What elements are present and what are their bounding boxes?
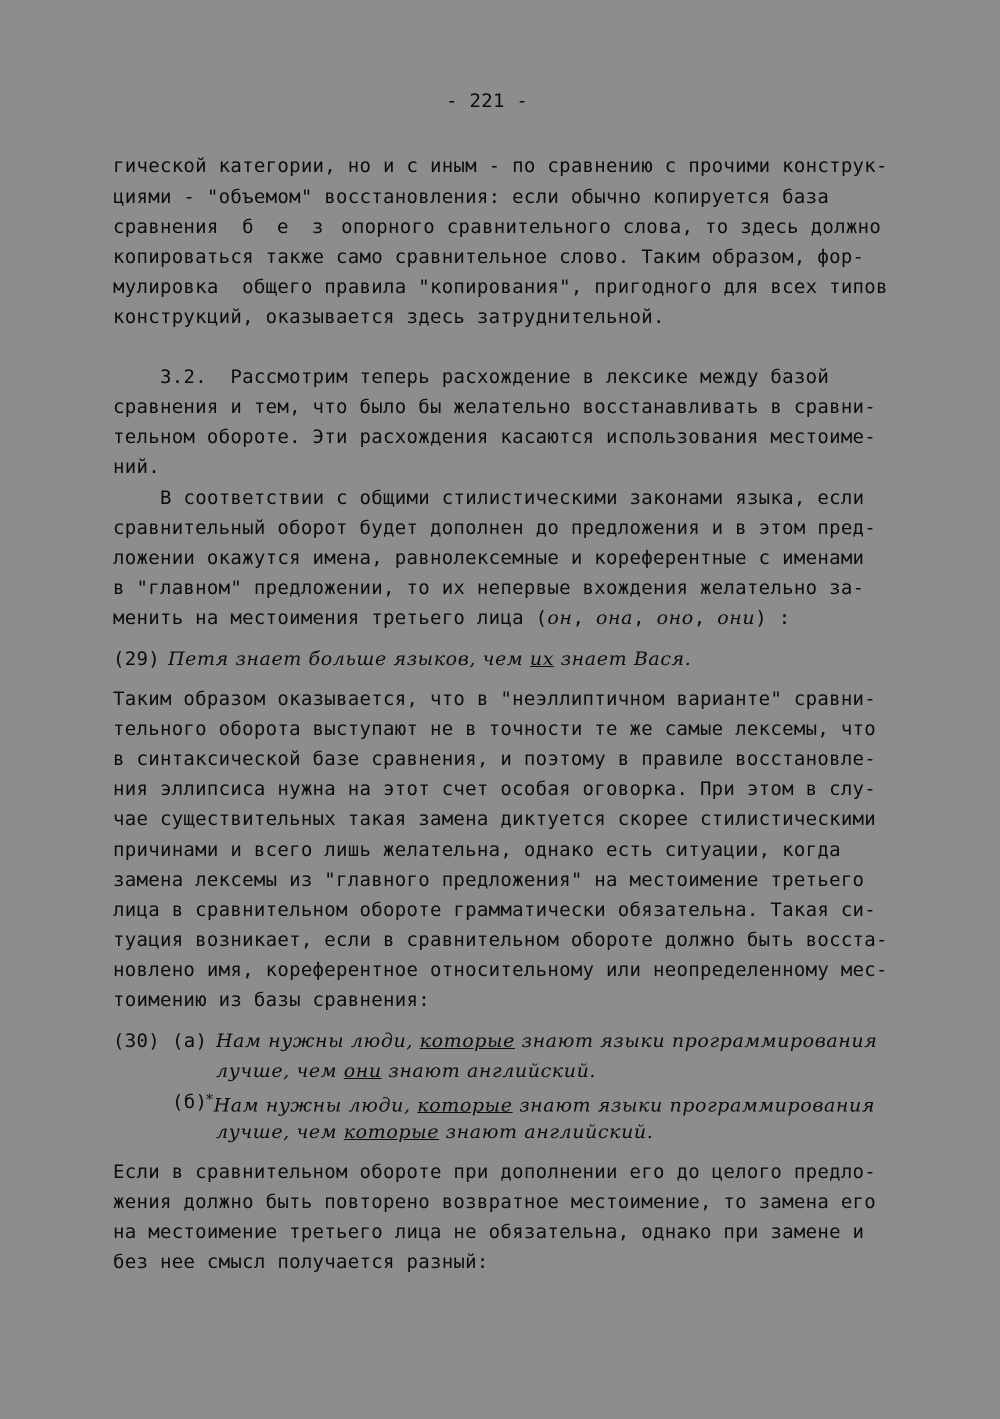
example-number: (29) [113, 648, 160, 670]
text-span: менить на местоимения третьего лица ( [113, 607, 548, 629]
text-span: знает Вася. [554, 648, 692, 670]
text-span: знают английский. [439, 1121, 654, 1143]
underlined-word: они [343, 1060, 382, 1082]
underlined-word: которые [417, 1094, 513, 1117]
example-label-b: (б) [172, 1091, 208, 1113]
text-span: , [633, 607, 657, 629]
text-line [113, 218, 881, 237]
text-line: замена лексемы из "главного предложения" на местоимение третьего [113, 869, 865, 891]
text-span: знают языки программирования [512, 1094, 876, 1117]
asterisk-mark: * [206, 1092, 214, 1108]
text-line: тельном обороте. Эти расхождения касаются использования местоиме- [113, 426, 877, 448]
example-text [216, 1123, 653, 1142]
spaced-emphasis: б е з [242, 216, 330, 238]
text-span: сравнения [113, 216, 219, 238]
text-line: ния эллипсиса нужна на этот счет особая оговорка. При этом в слу- [113, 778, 877, 800]
text-line: лица в сравнительном обороте грамматически обязательна. Такая си- [113, 899, 877, 921]
page-number: - 221 - [446, 90, 529, 112]
underlined-word: которые [343, 1121, 440, 1143]
italic-word: они [717, 607, 756, 629]
text-line: циями - "объемом" восстановления: если обычно копируется база [113, 186, 830, 208]
example-text [206, 1093, 875, 1115]
text-span: , [693, 607, 718, 629]
text-span: лучше, чем [216, 1121, 344, 1143]
example-text [216, 1062, 596, 1081]
underlined-word: которые [419, 1030, 515, 1052]
example-text [216, 1032, 877, 1051]
text-line: тоимению из базы сравнения: [113, 989, 430, 1011]
text-line: новлено имя, кореферентное относительному или неопределенному мес- [113, 959, 888, 981]
text-span: Петя знает больше языков, чем [168, 648, 530, 670]
text-line: копироваться также само сравнительное слово. Таким образом, фор- [113, 246, 865, 268]
italic-word: он [547, 607, 573, 629]
text-span: лучше, чем [216, 1060, 344, 1082]
text-line: сравнения и тем, что было бы желательно восстанавливать в сравни- [113, 396, 877, 418]
italic-word: оно [656, 607, 694, 629]
text-line: ний. [113, 456, 160, 478]
text-line: туация возникает, если в сравнительном обороте должно быть восста- [113, 929, 888, 951]
text-line [113, 609, 790, 628]
text-line: В соответствии с общими стилистическими законами языка, если [160, 487, 865, 509]
text-line: без нее смысл получается разный: [113, 1251, 489, 1273]
text-line: тельного оборота выступают не в точности те же самые лексемы, что [113, 718, 877, 740]
text-line: чае существительных такая замена диктуется скорее стилистическими [113, 808, 877, 830]
text-line: гической категории, но и с иным - по сравнению с прочими конструк- [113, 155, 888, 177]
text-span: знают английский. [381, 1060, 597, 1082]
text-line: мулировка общего правила "копирования", пригодного для всех типов [113, 276, 888, 298]
example-text [168, 650, 691, 669]
text-span: опорного сравнительного слова, то здесь должно [341, 216, 882, 238]
text-line: сравнительный оборот будет дополнен до предложения и в этом пред- [113, 517, 877, 539]
section-heading-line: 3.2. Рассмотрим теперь расхождение в лексике между базой [160, 366, 830, 388]
text-line: в "главном" предложении, то их непервые вхождения желательно за- [113, 577, 865, 599]
italic-word: она [595, 607, 634, 629]
text-line: Таким образом оказывается, что в "неэллиптичном варианте" сравни- [113, 688, 877, 710]
text-line: конструкций, оказывается здесь затруднительной. [113, 306, 665, 328]
text-line: в синтаксической базе сравнения, и поэтому в правиле восстановле- [113, 748, 877, 770]
text-span: ) : [755, 607, 791, 629]
text-span: Нам нужны люди, [216, 1030, 420, 1052]
text-line: жения должно быть повторено возвратное местоимение, то замена его [113, 1191, 877, 1213]
example-label-a: (а) [172, 1030, 208, 1052]
text-line: на местоимение третьего лица не обязательна, однако при замене и [113, 1221, 865, 1243]
text-line: причинами и всего лишь желательна, однако есть ситуации, когда [113, 839, 841, 861]
text-line: Если в сравнительном обороте при дополнении его до целого предло- [113, 1161, 877, 1183]
text-span: , [572, 607, 596, 629]
text-line: ложении окажутся имена, равнолексемные и кореферентные с именами [113, 547, 865, 569]
underlined-word: их [529, 648, 555, 670]
text-span: знают языки программирования [514, 1030, 878, 1052]
text-span: Нам нужны люди, [213, 1094, 418, 1117]
example-number: (30) [113, 1030, 160, 1052]
